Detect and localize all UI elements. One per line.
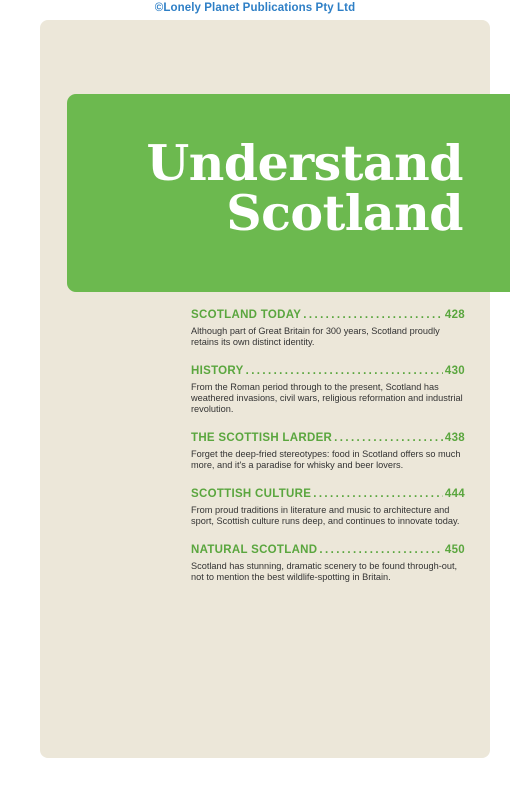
toc-title: NATURAL SCOTLAND <box>191 544 318 556</box>
toc-page-number: 430 <box>444 365 465 377</box>
toc-entry-scottish-culture <box>191 487 465 527</box>
toc-heading[interactable] <box>191 543 465 558</box>
toc-entry-scottish-larder <box>191 431 465 471</box>
toc-description: Scotland has stunning, dramatic scenery to be found through-out, not to mention the best wildlife-spotting in Britain. <box>191 561 458 582</box>
toc-page-number: 438 <box>444 432 465 444</box>
table-of-contents <box>191 308 465 599</box>
toc-page-number: 444 <box>444 488 465 500</box>
toc-heading[interactable] <box>191 364 465 379</box>
toc-heading[interactable] <box>191 308 465 323</box>
toc-leader-dots <box>246 364 443 379</box>
toc-heading[interactable] <box>191 487 465 502</box>
toc-title: SCOTLAND TODAY <box>191 309 302 321</box>
toc-description: From proud traditions in literature and music to architecture and sport, Scottish culture runs deep, and continues to innovate today. <box>191 505 460 526</box>
chapter-title-line-2: Scotland <box>226 184 463 242</box>
toc-entry-scotland-today <box>191 308 465 348</box>
toc-leader-dots <box>334 431 443 446</box>
toc-entry-natural-scotland <box>191 543 465 583</box>
toc-page-number: 450 <box>444 544 465 556</box>
toc-leader-dots <box>313 487 443 502</box>
toc-heading[interactable] <box>191 431 465 446</box>
copyright-notice: ©Lonely Planet Publications Pty Ltd <box>154 2 356 14</box>
toc-title: HISTORY <box>191 365 244 377</box>
toc-page-number: 428 <box>444 309 465 321</box>
toc-leader-dots <box>319 543 443 558</box>
toc-title: SCOTTISH CULTURE <box>191 488 312 500</box>
chapter-title <box>146 134 463 242</box>
toc-entry-history <box>191 364 465 415</box>
toc-description: Forget the deep-fried stereotypes: food in Scotland offers so much more, and it's a paradise for whisky and beer lovers. <box>191 449 461 470</box>
toc-description: Although part of Great Britain for 300 years, Scotland proudly retains its own distinct identity. <box>191 326 440 347</box>
chapter-title-line-1: Understand <box>146 134 463 192</box>
toc-leader-dots <box>303 308 443 323</box>
toc-description: From the Roman period through to the present, Scotland has weathered invasions, civil wars, religious reformation and industrial revolution. <box>191 382 463 414</box>
chapter-banner <box>67 94 510 292</box>
toc-title: THE SCOTTISH LARDER <box>191 432 333 444</box>
